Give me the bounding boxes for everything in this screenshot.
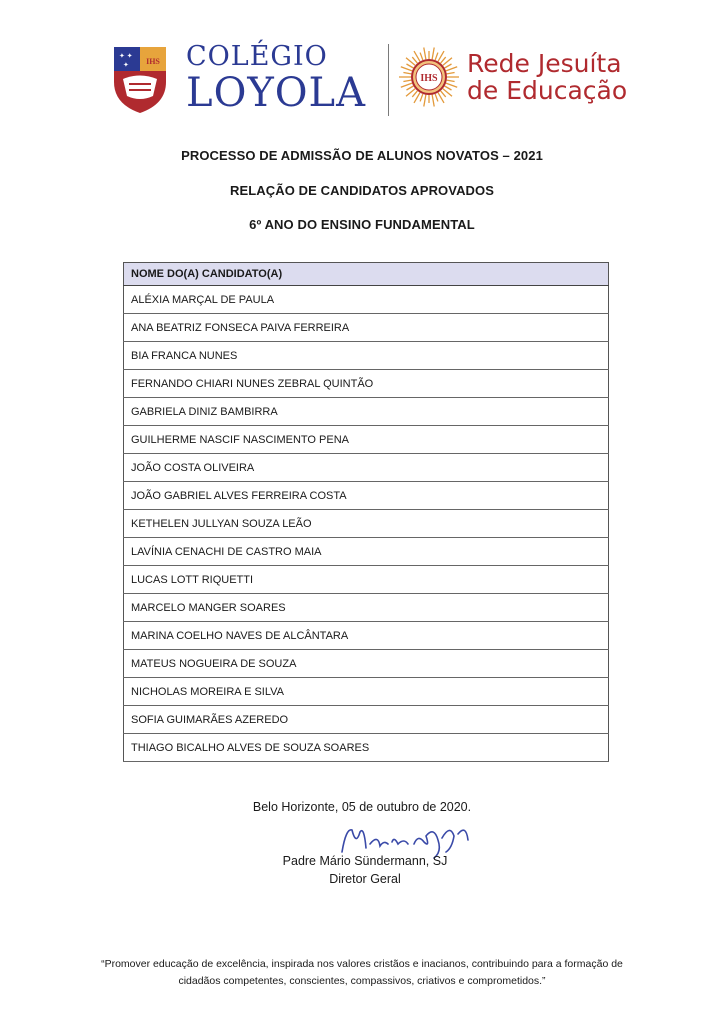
table-row — [124, 342, 609, 370]
candidate-name: THIAGO BICALHO ALVES DE SOUZA SOARES — [124, 734, 609, 762]
mission-line-2: cidadãos competentes, conscientes, compassivos, criativos e comprometidos.” — [178, 975, 546, 987]
candidate-name: MATEUS NOGUEIRA DE SOUZA — [124, 650, 609, 678]
sun-ray — [441, 57, 446, 63]
sun-monogram: IHS — [420, 73, 438, 84]
table-row — [124, 566, 609, 594]
school-name-line1: COLÉGIO — [186, 41, 328, 72]
place-and-date: Belo Horizonte, 05 de outubro de 2020. — [252, 800, 472, 814]
sun-ray — [424, 95, 426, 107]
candidate-name: SOFIA GUIMARÃES AZEREDO — [124, 706, 609, 734]
sun-ray — [420, 53, 423, 61]
table-row — [124, 370, 609, 398]
network-name-line2: de Educação — [467, 76, 628, 105]
column-header-candidate-name: NOME DO(A) CANDIDATO(A) — [124, 263, 609, 286]
sun-ray — [403, 72, 411, 73]
network-name-line1: Rede Jesuíta — [467, 49, 622, 78]
shield-monogram: IHS — [146, 57, 160, 66]
sun-ray — [435, 94, 438, 102]
sun-ray — [432, 47, 434, 59]
table-row — [124, 538, 609, 566]
table-row — [124, 482, 609, 510]
colegio-loyola-wordmark — [186, 42, 366, 114]
table-row — [124, 622, 609, 650]
candidate-name: FERNANDO CHIARI NUNES ZEBRAL QUINTÃO — [124, 370, 609, 398]
sun-ray — [424, 47, 426, 59]
table-row — [124, 678, 609, 706]
signer-name: Padre Mário Sündermann, SJ — [282, 854, 448, 868]
candidate-name: MARINA COELHO NAVES DE ALCÂNTARA — [124, 622, 609, 650]
table-row — [124, 314, 609, 342]
candidate-name: JOÃO GABRIEL ALVES FERREIRA COSTA — [124, 482, 609, 510]
sun-ray — [445, 64, 452, 68]
svg-text:✦: ✦ — [123, 62, 129, 69]
candidate-name: ANA BEATRIZ FONSECA PAIVA FERREIRA — [124, 314, 609, 342]
logo-divider — [388, 44, 389, 116]
sun-ray — [432, 95, 434, 107]
school-name-line2: LOYOLA — [186, 70, 367, 116]
sun-ray — [412, 57, 417, 63]
candidate-name: NICHOLAS MOREIRA E SILVA — [124, 678, 609, 706]
sun-ray — [446, 67, 457, 71]
approved-candidates-table — [123, 262, 609, 762]
mission-statement — [60, 956, 664, 990]
rede-jesuita-sun-logo — [398, 46, 460, 108]
document-title: PROCESSO DE ADMISSÃO DE ALUNOS NOVATOS – 2021 — [181, 148, 543, 163]
table-row — [124, 398, 609, 426]
rede-jesuita-wordmark — [467, 50, 627, 104]
sun-ray — [435, 53, 438, 61]
sun-ray — [412, 91, 417, 97]
table-row — [124, 734, 609, 762]
letterhead — [0, 40, 724, 120]
candidate-name: ALÉXIA MARÇAL DE PAULA — [124, 286, 609, 314]
candidate-name: BIA FRANCA NUNES — [124, 342, 609, 370]
sun-ray — [403, 80, 411, 81]
sun-ray — [447, 80, 455, 81]
candidate-name: LUCAS LOTT RIQUETTI — [124, 566, 609, 594]
sun-ray — [401, 83, 412, 87]
sun-ray — [441, 91, 446, 97]
sun-ray — [420, 94, 423, 102]
candidate-name: MARCELO MANGER SOARES — [124, 594, 609, 622]
candidate-name: GABRIELA DINIZ BAMBIRRA — [124, 398, 609, 426]
signer-role: Diretor Geral — [329, 872, 401, 886]
table-row — [124, 510, 609, 538]
document-subtitle: RELAÇÃO DE CANDIDATOS APROVADOS — [229, 183, 495, 198]
sun-ray — [447, 72, 455, 73]
table-row — [124, 706, 609, 734]
candidate-name: JOÃO COSTA OLIVEIRA — [124, 454, 609, 482]
sun-ray — [446, 83, 457, 87]
svg-text:✦ ✦: ✦ ✦ — [119, 53, 133, 60]
grade-title: 6º ANO DO ENSINO FUNDAMENTAL — [249, 217, 475, 232]
table-row — [124, 286, 609, 314]
sun-ray — [406, 86, 413, 90]
colegio-loyola-shield-logo — [113, 46, 167, 114]
table-row — [124, 594, 609, 622]
table-header-row — [124, 263, 609, 286]
table-row — [124, 454, 609, 482]
candidate-name: KETHELEN JULLYAN SOUZA LEÃO — [124, 510, 609, 538]
candidate-name: LAVÍNIA CENACHI DE CASTRO MAIA — [124, 538, 609, 566]
sun-ray — [406, 64, 413, 68]
signer-block — [250, 852, 480, 888]
candidate-name: GUILHERME NASCIF NASCIMENTO PENA — [124, 426, 609, 454]
mission-line-1: “Promover educação de excelência, inspirada nos valores cristãos e inacianos, contribuindo para a formação de — [101, 958, 623, 970]
sun-ray — [401, 67, 412, 71]
table-row — [124, 426, 609, 454]
table-row — [124, 650, 609, 678]
sun-ray — [445, 86, 452, 90]
